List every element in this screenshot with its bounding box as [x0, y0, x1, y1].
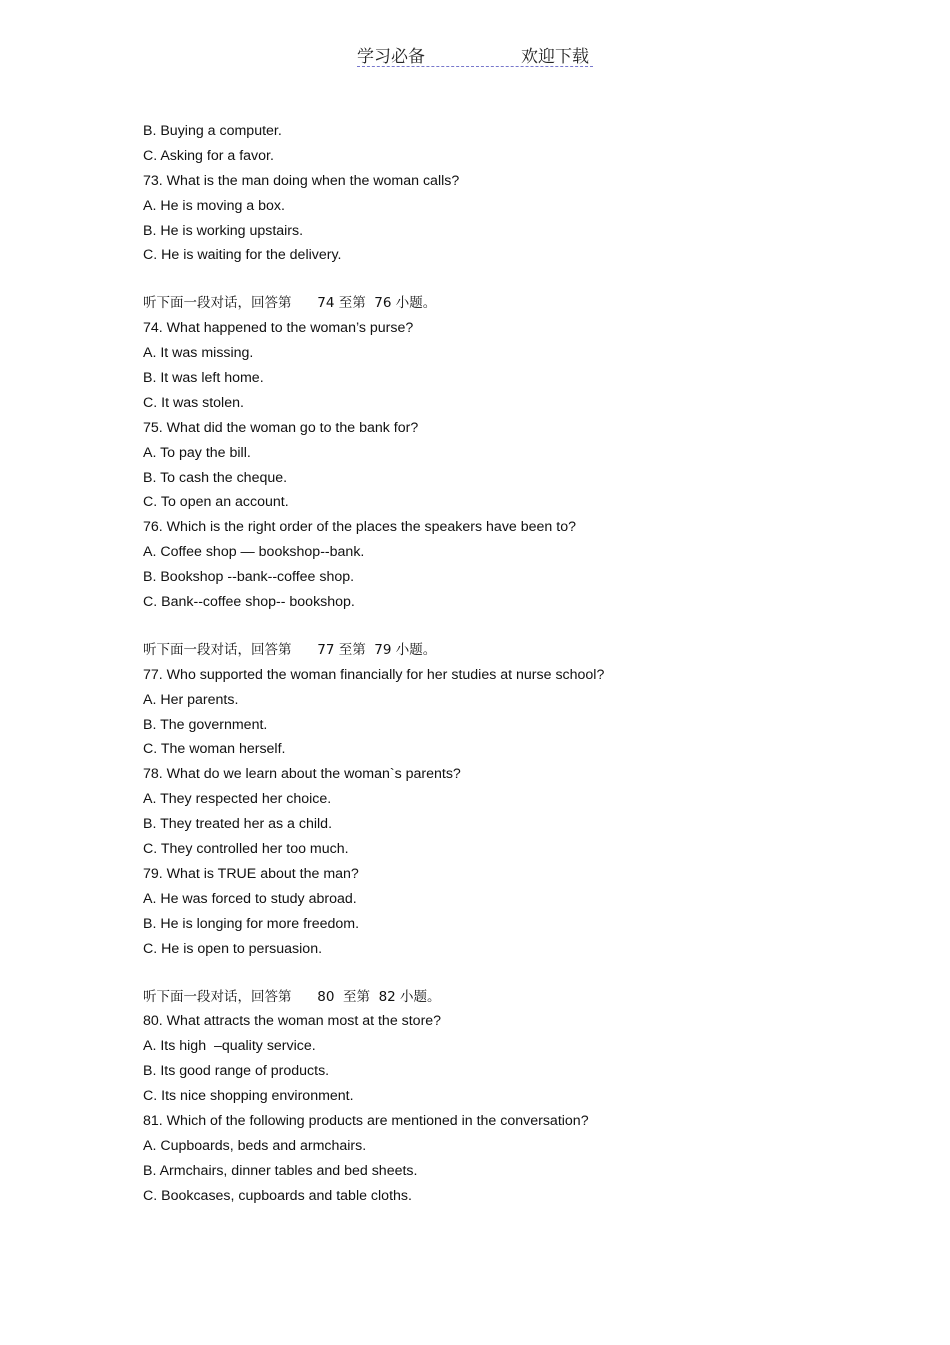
section-instruction: 听下面一段对话，回答第 80 至第 82 小题。 — [143, 988, 441, 1005]
option-line: A. Coffee shop — bookshop--bank. — [143, 544, 365, 561]
header-left-text: 学习必备 — [357, 47, 425, 67]
question-block — [143, 985, 863, 1209]
option-line: B. Bookshop --bank--coffee shop. — [143, 569, 355, 586]
question-line: 78. What do we learn about the woman`s parents? — [143, 766, 461, 783]
question-line: 74. What happened to the woman’s purse? — [143, 320, 414, 337]
section-instruction: 听下面一段对话，回答第 77 至第 79 小题。 — [143, 641, 437, 658]
question-line: 81. Which of the following products are mentioned in the conversation? — [143, 1112, 589, 1129]
question-block — [143, 638, 863, 962]
question-block — [143, 291, 863, 615]
document-body — [143, 119, 863, 1209]
option-line: A. They respected her choice. — [143, 791, 332, 808]
option-line: B. Its good range of products. — [143, 1063, 330, 1080]
option-line: B. The government. — [143, 716, 268, 733]
option-line: B. They treated her as a child. — [143, 816, 333, 833]
option-line: C. He is waiting for the delivery. — [143, 247, 342, 264]
option-line: C. Its nice shopping environment. — [143, 1088, 354, 1105]
question-line: 80. What attracts the woman most at the store? — [143, 1013, 442, 1030]
option-line: C. Bookcases, cupboards and table cloths. — [143, 1187, 412, 1204]
option-line: B. To cash the cheque. — [143, 469, 288, 486]
option-line: A. He is moving a box. — [143, 197, 285, 214]
section-instruction: 听下面一段对话，回答第 74 至第 76 小题。 — [143, 295, 437, 312]
question-block — [143, 119, 863, 268]
option-line: A. Her parents. — [143, 691, 239, 708]
section-gap — [143, 962, 863, 985]
option-line: C. He is open to persuasion. — [143, 940, 323, 957]
option-line: C. It was stolen. — [143, 394, 244, 411]
question-line: 75. What did the woman go to the bank for? — [143, 419, 419, 436]
page-header — [357, 40, 593, 67]
option-line: A. To pay the bill. — [143, 444, 251, 461]
option-line: B. He is longing for more freedom. — [143, 915, 360, 932]
section-gap — [143, 268, 863, 291]
option-line: B. He is working upstairs. — [143, 222, 304, 239]
question-line: 76. Which is the right order of the places the speakers have been to? — [143, 519, 576, 536]
question-line: 79. What is TRUE about the man? — [143, 865, 359, 882]
option-line: A. Cupboards, beds and armchairs. — [143, 1137, 367, 1154]
header-right-text: 欢迎下载 — [521, 47, 589, 67]
option-line: C. To open an account. — [143, 494, 289, 511]
option-line: B. Buying a computer. — [143, 123, 282, 139]
option-line: A. He was forced to study abroad. — [143, 890, 357, 907]
option-line: C. Bank--coffee shop-- bookshop. — [143, 594, 355, 611]
option-line: A. Its high –quality service. — [143, 1038, 316, 1055]
section-gap — [143, 615, 863, 638]
option-line: C. They controlled her too much. — [143, 841, 349, 858]
option-line: C. Asking for a favor. — [143, 147, 274, 164]
option-line: B. It was left home. — [143, 370, 264, 387]
option-line: A. It was missing. — [143, 345, 254, 362]
question-line: 77. Who supported the woman financially for her studies at nurse school? — [143, 666, 605, 683]
option-line: B. Armchairs, dinner tables and bed sheets. — [143, 1162, 418, 1179]
option-line: C. The woman herself. — [143, 741, 286, 758]
question-line: 73. What is the man doing when the woman calls? — [143, 172, 460, 189]
